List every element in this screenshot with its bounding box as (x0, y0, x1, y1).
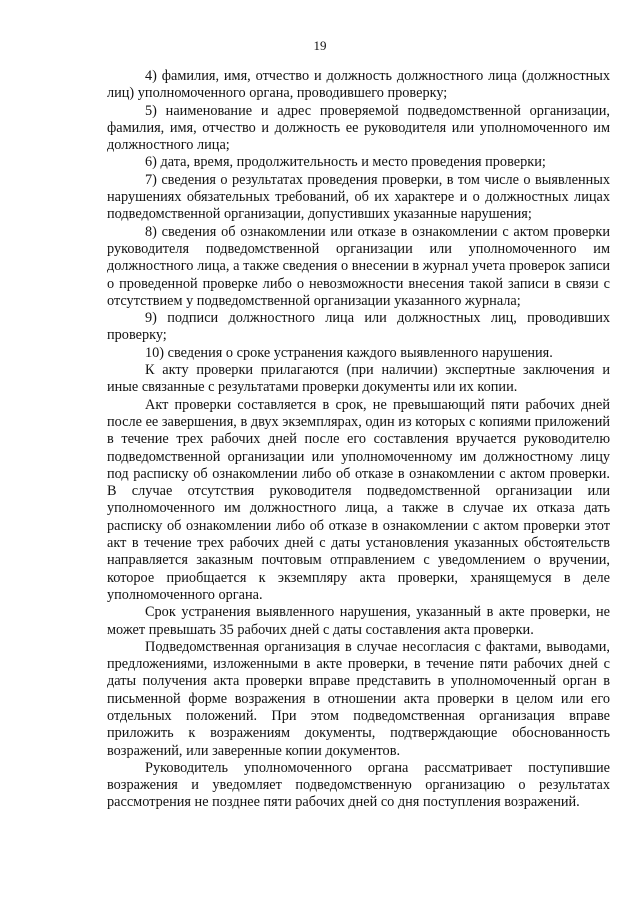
paragraph-item-6: 6) дата, время, продолжительность и место проведения проверки; (145, 154, 546, 171)
paragraph-item-9: 9) подписи должностного лица или должностных лиц, проводивших проверку; (107, 310, 610, 344)
paragraph-elimination-term: Срок устранения выявленного нарушения, указанный в акте проверки, не может превышать 35 рабочих дней с даты составления акта проверки. (107, 604, 610, 638)
paragraph-act-drafting: Акт проверки составляется в срок, не превышающий пяти рабочих дней после ее завершения, в двух экземплярах, один из которых с копиями приложений в течение трех рабочих дней после его составления вручается руководителю подведомственной организации или уполномоченному им должностному лицу под расписку об ознакомлении либо об отказе в ознакомлении с актом проверки. В случае отсутствия руководителя подведомственной организации или уполномоченного им должностного лица, а также в случае их отказа дать расписку об ознакомлении либо об отказе в ознакомлении с актом проверки этот акт в течение трех рабочих дней с даты установления указанных обстоятельств направляется заказным почтовым отправлением с уведомлением о вручении, которое приобщается к экземпляру акта проверки, хранящемуся в деле уполномоченного органа. (107, 396, 610, 603)
document-body (107, 68, 610, 812)
paragraph-objections-review: Руководитель уполномоченного органа рассматривает поступившие возражения и уведомляет подведомственную организацию о результатах рассмотрения не позднее пяти рабочих дней со дня поступления возражений. (107, 759, 610, 811)
paragraph-attachments: К акту проверки прилагаются (при наличии) экспертные заключения и иные связанные с результатами проверки документы или их копии. (107, 362, 610, 396)
paragraph-objections: Подведомственная организация в случае несогласия с фактами, выводами, предложениями, изложенными в акте проверки, в течение пяти рабочих дней с даты получения акта проверки вправе представить в уполномоченный орган в письменной форме возражения в отношении акта проверки в целом или его отдельных положений. При этом подведомственная организация вправе приложить к возражениям документы, подтверждающие обоснованность возражений, или заверенные копии документов. (107, 638, 610, 759)
paragraph-item-10: 10) сведения о сроке устранения каждого выявленного нарушения. (145, 344, 553, 361)
page-number: 19 (313, 38, 327, 53)
paragraph-item-5: 5) наименование и адрес проверяемой подведомственной организации, фамилия, имя, отчество и должность ее руководителя или уполномоченного им должностного лица; (107, 102, 610, 154)
paragraph-item-4: 4) фамилия, имя, отчество и должность должностного лица (должностных лиц) уполномоченного органа, проводившего проверку; (107, 68, 610, 102)
paragraph-item-7: 7) сведения о результатах проведения проверки, в том числе о выявленных нарушениях обязательных требований, об их характере и о должностных лицах подведомственной организации, допустивших указанные нарушения; (107, 171, 610, 223)
paragraph-item-8: 8) сведения об ознакомлении или отказе в ознакомлении с актом проверки руководителя подведомственной организации или уполномоченного им должностного лица, а также сведения о внесении в журнал учета проверок записи о проведенной проверке либо о невозможности внесения такой записи в связи с отсутствием у подведомственной организации указанного журнала; (107, 223, 610, 309)
